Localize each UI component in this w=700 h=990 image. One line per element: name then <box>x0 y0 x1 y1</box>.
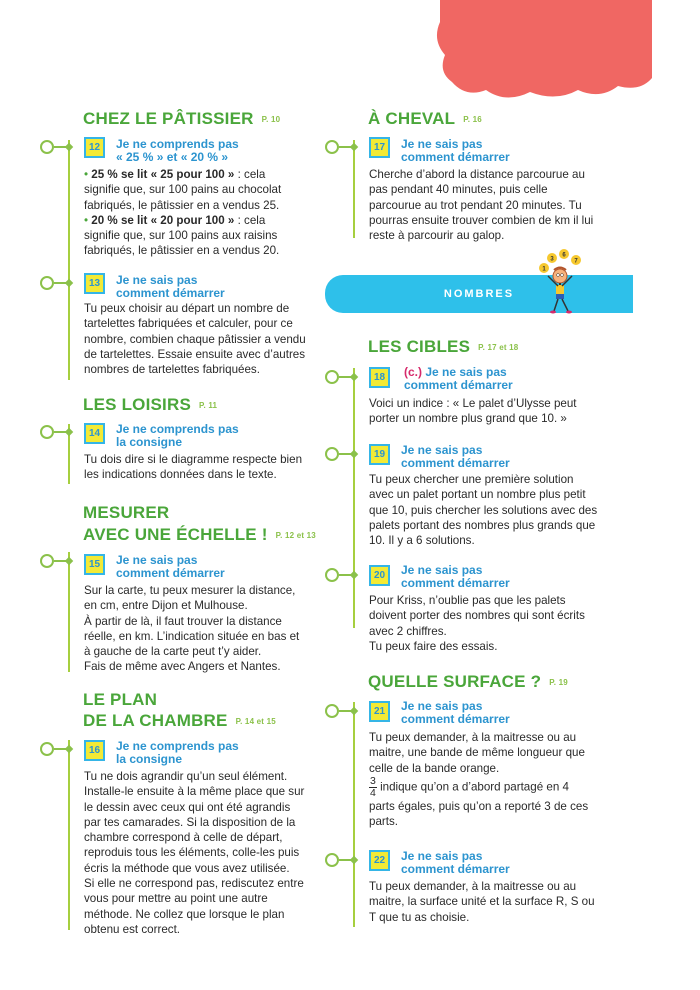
exercise-number-badge: 15 <box>84 554 105 575</box>
hint-label: Je ne comprends pas la consigne <box>116 739 239 766</box>
fraction: $\frac{3}{4}$ <box>370 774 376 799</box>
exercise-number-badge: 13 <box>84 273 105 294</box>
hint-label: Je ne sais pas comment démarrer <box>401 563 510 590</box>
exercise-number-badge: 16 <box>84 740 105 761</box>
section-title-loisirs: LES LOISIRS P. 11 <box>83 395 218 414</box>
svg-text:1: 1 <box>542 266 546 273</box>
section-title-cheval: À CHEVAL P. 16 <box>368 109 482 128</box>
hint-text: • 25 % se lit « 25 pour 100 » : cela signifie que, sur 100 pains au chocolat fabriqués, le pâtissier en a vendus 25. • 20 % se lit « 20 pour 100 » : cela signifie que, sur 100 pains aux raisins fabriqués, le pâtissier en a vendus 20. <box>84 168 282 258</box>
section-title-echelle: AVEC UNE ÉCHELLE ! P. 12 et 13 <box>83 525 316 544</box>
hint-label: Je ne sais pas comment démarrer <box>401 443 510 470</box>
svg-text:7: 7 <box>574 258 578 265</box>
hint-text: Tu peux chercher une première solution avec un palet portant un nombre plus petit que 10, puis chercher les solutions avec des palets portant des nombres plus grands que 10. Il y a 6 solutions. <box>369 473 598 548</box>
hint-label: Je ne sais pas comment démarrer <box>401 699 510 726</box>
timeline <box>68 140 70 380</box>
hint-label: Je ne sais pas comment démarrer <box>401 137 510 164</box>
exercise-number-badge: 17 <box>369 137 390 158</box>
exercise-number-badge: 22 <box>369 850 390 871</box>
section-banner-nombres: NOMBRES <box>325 275 633 313</box>
hint-text: Sur la carte, tu peux mesurer la distance, en cm, entre Dijon et Mulhouse. À partir de là, il faut trouver la distance réelle, en km. L’indication située en bas et à gauche de la carte peut t’y aider. Fais de même avec Angers et Nantes. <box>84 584 300 674</box>
svg-text:6: 6 <box>562 252 566 259</box>
section-title-surface: QUELLE SURFACE ? P. 19 <box>368 672 568 691</box>
exercise-number-badge: 19 <box>369 444 390 465</box>
exercise-number-badge: 14 <box>84 423 105 444</box>
hint-text: Tu peux demander, à la maitresse ou au maitre, la surface unité et la surface R, S ou T que tu as choisie. <box>369 880 595 924</box>
section-title-mesurer: MESURER <box>83 503 170 522</box>
exercise-number-badge: 18 <box>369 367 390 388</box>
hint-text: Tu ne dois agrandir qu’un seul élément. Installe-le ensuite à la même place que sur le dessin avec ceux qui ont été agrandis par tes camarades. Si la disposition de la chambre correspond à celle de départ, reproduis tous les éléments, colle-les puis écris la méthode que vous avez utilisée. Si elle ne correspond pas, rediscutez entre vous pour mettre au point une autre méthode. Ne collez que lorsque le plan obtenu est correct. <box>84 770 305 936</box>
section-title-patissier: CHEZ LE PÂTISSIER P. 10 <box>83 109 281 128</box>
exercise-number-badge: 12 <box>84 137 105 158</box>
exercise-number-badge: 21 <box>369 701 390 722</box>
timeline-node <box>40 140 54 154</box>
hint-text: Cherche d’abord la distance parcourue au pas pendant 40 minutes, puis celle parcourue au trot pendant 20 minutes. Tu pourras ensuite trouver combien de km il lui reste à parcourir au galop. <box>369 168 594 243</box>
section-title-cibles: LES CIBLES P. 17 et 18 <box>368 337 519 356</box>
hint-label: Je ne comprends pas la consigne <box>116 422 239 449</box>
hint-label: Je ne sais pas comment démarrer <box>116 273 225 300</box>
hint-label: (c.) Je ne sais pas comment démarrer <box>404 365 513 392</box>
svg-text:3: 3 <box>550 256 554 263</box>
hint-label: Je ne comprends pas « 25 % » et « 20 % » <box>116 137 239 164</box>
section-title-plan: LE PLAN <box>83 690 158 709</box>
hint-text: Voici un indice : « Le palet d’Ulysse peut porter un nombre plus grand que 10. » <box>369 397 577 426</box>
hint-text: Pour Kriss, n’oublie pas que les palets doivent porter des nombres qui sont écrits avec 2 chiffres. Tu peux faire des essais. <box>369 594 585 653</box>
juggler-illustration <box>530 248 590 318</box>
hint-text: Tu peux choisir au départ un nombre de tartelettes fabriquées et calculer, pour ce nombre, combien chaque pâtissier a vendu de tartelettes. Essaie ensuite avec d’autres nombres de tartelettes fabriquées. <box>84 302 306 377</box>
exercise-number-badge: 20 <box>369 565 390 586</box>
hint-text: Tu peux demander, à la maitresse ou au maitre, une bande de même longueur que celle de la bande orange. $\frac{3}{4}$ indique qu’on a d’abord partagé en 4 parts égales, puis qu’on a reporté 3 de ces parts. <box>369 731 589 829</box>
hint-label: Je ne sais pas comment démarrer <box>401 849 510 876</box>
hint-text: Tu dois dire si le diagramme respecte bien les indications données dans le texte. <box>84 453 303 482</box>
section-title-chambre: DE LA CHAMBRE P. 14 et 15 <box>83 711 276 730</box>
hint-label: Je ne sais pas comment démarrer <box>116 553 225 580</box>
